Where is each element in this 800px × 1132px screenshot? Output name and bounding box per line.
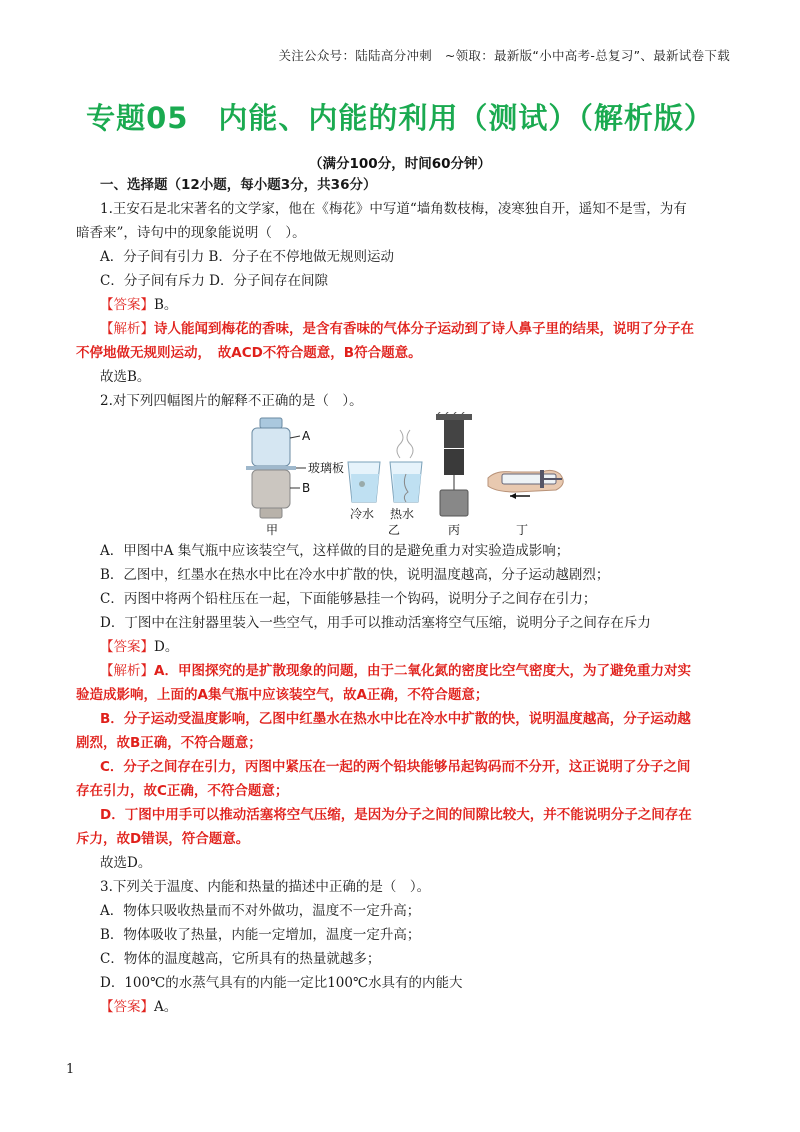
q3-answer	[100, 997, 177, 1017]
q1-answer	[100, 295, 177, 315]
q2-analysis-b-line2: 剧烈，故B正确，不符合题意；	[76, 735, 262, 751]
label-a: A	[302, 429, 311, 443]
q2-analysis-c-line2: 存在引力，故C正确，不符合题意；	[76, 783, 289, 799]
label-glass-plate: 玻璃板	[308, 461, 345, 475]
caption-jia: 甲	[266, 523, 279, 537]
q2-analysis-a-line2: 验造成影响，上面的A集气瓶中应该装空气，故A正确，不符合题意；	[76, 687, 489, 703]
q2-analysis-a-text: A．甲图探究的是扩散现象的问题，由于二氧化氮的密度比空气密度大，为了避免重力对实	[154, 663, 691, 679]
label-cold-water: 冷水	[350, 507, 375, 521]
q1-answer-tag: 【答案】	[100, 297, 154, 313]
section-heading: 一、选择题（12小题，每小题3分，共36分）	[100, 177, 377, 193]
q2-analysis-a-line1	[100, 661, 691, 681]
q3-option-d: D．100℃的水蒸气具有的内能一定比100℃水具有的内能大	[100, 975, 463, 991]
q1-analysis-tag: 【解析】	[100, 321, 154, 337]
q2-option-a: A．甲图中A 集气瓶中应该装空气，这样做的目的是避免重力对实验造成影响；	[100, 543, 570, 559]
q3-stem: 3.下列关于温度、内能和热量的描述中正确的是（ ）。	[100, 879, 431, 895]
q2-option-d: D．丁图中在注射器里装入一些空气，用手可以推动活塞将空气压缩，说明分子之间存在斥力	[100, 615, 651, 631]
q2-analysis-c-line1: C．分子之间存在引力，丙图中紧压在一起的两个铅块能够吊起钩码而不分开，这正说明了分子之间	[100, 759, 691, 775]
q1-analysis-line2: 不停地做无规则运动， 故ACD不符合题意，B符合题意。	[76, 345, 422, 361]
q2-answer-tag: 【答案】	[100, 639, 154, 655]
q1-analysis-line1	[100, 319, 694, 339]
page-subtitle: （满分100分，时间60分钟）	[309, 156, 491, 172]
q1-answer-value: B。	[154, 297, 178, 313]
q3-option-c: C．物体的温度越高，它所具有的热量就越多；	[100, 951, 381, 967]
label-hot-water: 热水	[390, 507, 415, 521]
q1-stem-line1: 1.王安石是北宋著名的文学家，他在《梅花》中写道“墙角数枝梅，凌寒独自开，遥知不是雪，为有	[100, 201, 687, 217]
q2-analysis-tag: 【解析】	[100, 663, 154, 679]
header-note: 关注公众号：陆陆高分冲刺 ~领取：最新版“小中高考-总复习”、最新试卷下载	[278, 48, 730, 63]
q2-stem: 2.对下列四幅图片的解释不正确的是（ ）。	[100, 393, 363, 409]
q3-option-b: B．物体吸收了热量，内能一定增加，温度一定升高；	[100, 927, 421, 943]
q2-figure	[240, 412, 590, 538]
page-title: 专题05 内能、内能的利用（测试）（解析版）	[86, 101, 714, 135]
figure-ding-syringe	[488, 470, 563, 499]
caption-bing: 丙	[448, 523, 461, 537]
q2-option-c: C．丙图中将两个铅柱压在一起，下面能够悬挂一个钩码，说明分子之间存在引力；	[100, 591, 597, 607]
q2-analysis-b-line1: B．分子运动受温度影响，乙图中红墨水在热水中比在冷水中扩散的快，说明温度越高，分子运动越	[100, 711, 691, 727]
figure-jia-gas-jars	[246, 418, 344, 518]
q1-options-cd: C．分子间有斥力 D．分子间存在间隙	[100, 273, 328, 289]
caption-yi: 乙	[388, 523, 401, 537]
q3-answer-tag: 【答案】	[100, 999, 154, 1015]
figure-bing-lead-columns	[436, 412, 472, 516]
q3-answer-value: A。	[154, 999, 178, 1015]
q2-option-b: B．乙图中，红墨水在热水中比在冷水中扩散的快，说明温度越高，分子运动越剧烈；	[100, 567, 610, 583]
q2-answer	[100, 637, 178, 657]
q2-answer-value: D。	[154, 639, 179, 655]
q3-option-a: A．物体只吸收热量而不对外做功，温度不一定升高；	[100, 903, 421, 919]
q1-stem-line2: 暗香来”，诗句中的现象能说明（ ）。	[76, 225, 306, 241]
q1-conclusion: 故选B。	[100, 369, 151, 385]
caption-ding: 丁	[516, 523, 529, 537]
q2-analysis-d-line2: 斥力，故D错误，符合题意。	[76, 831, 250, 847]
q2-analysis-d-line1: D．丁图中用手可以推动活塞将空气压缩，是因为分子之间的间隙比较大，并不能说明分子之间存在	[100, 807, 692, 823]
label-b: B	[302, 481, 311, 495]
q1-analysis-text: 诗人能闻到梅花的香味，是含有香味的气体分子运动到了诗人鼻子里的结果，说明了分子在	[154, 321, 694, 337]
figure-yi-beakers	[348, 430, 422, 521]
q1-options-ab: A．分子间有引力 B．分子在不停地做无规则运动	[100, 249, 394, 265]
page-number: 1	[66, 1062, 75, 1077]
q2-conclusion: 故选D。	[100, 855, 152, 871]
